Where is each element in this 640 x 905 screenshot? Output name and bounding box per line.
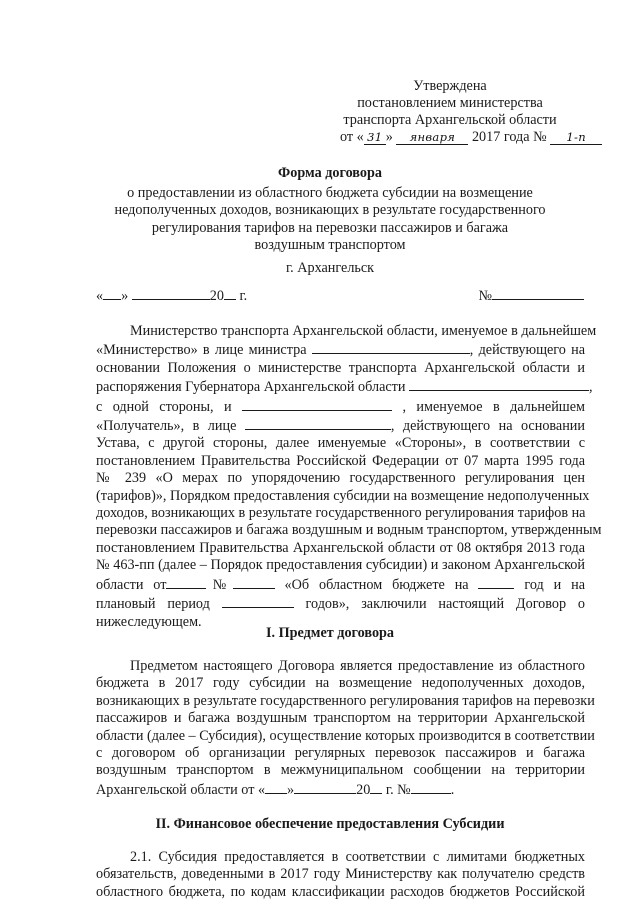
intro-text: , именуемое в дальнейшем — [402, 398, 586, 415]
intro-text: № — [206, 576, 233, 593]
intro-line: основании Положения о министерстве транспорта Архангельской области и — [96, 359, 585, 376]
section-1-text: . — [450, 781, 455, 798]
intro-paragraph — [96, 323, 602, 631]
section-1-text: Архангельской области от « — [96, 781, 266, 798]
intro-text: , — [589, 379, 593, 396]
contract-number — [478, 286, 584, 305]
agreement-month-blank — [294, 780, 356, 794]
month-blank — [132, 286, 210, 300]
intro-text: год и на — [524, 576, 585, 593]
year-blank — [224, 286, 236, 300]
intro-line: № 239 «О мерах по упорядочению государственного регулирования цен — [96, 470, 585, 487]
budget-year-blank — [478, 575, 514, 589]
intro-line — [96, 340, 585, 359]
section-1-heading: I. Предмет договора — [265, 625, 395, 641]
recipient-rep-blank — [245, 416, 391, 430]
contract-date — [96, 286, 247, 305]
section-1-text: 20 — [356, 781, 371, 798]
section-1-line: Предметом настоящего Договора является предоставление из областного — [130, 658, 585, 674]
agreement-year-blank — [370, 780, 382, 794]
law-number-blank — [233, 575, 275, 589]
section-2-line: 2.1. Субсидия предоставляется в соответствии с лимитами бюджетных — [130, 849, 585, 865]
section-1-line: с договором об организации регулярных перевозок пассажиров и багажа — [96, 745, 585, 762]
intro-line: нижеследующем. — [96, 613, 202, 630]
section-1-line: области (далее – Субсидия), осуществление которых производится в соответствии — [96, 727, 595, 744]
intro-line: № 463-пп (далее – Порядок предоставления субсидии) и законом Архангельской — [96, 557, 585, 574]
form-title-block — [60, 165, 600, 254]
governor-order-blank — [409, 377, 589, 391]
intro-text: распоряжения Губернатора Архангельской области — [96, 379, 406, 396]
intro-line: (тарифов)», Порядком предоставления субсидии на возмещение недополученных — [96, 487, 590, 504]
date-open-quote: « — [96, 288, 104, 304]
agreement-day-blank — [265, 780, 287, 794]
approval-line-1: Утверждена — [413, 78, 487, 94]
approval-line-3: транспорта Архангельской области — [343, 112, 557, 128]
planning-period-blank — [222, 594, 294, 608]
intro-line — [96, 397, 585, 416]
approval-stamp — [300, 78, 600, 146]
section-1-line: возникающих в результате государственного регулирования тарифов на перевозки — [96, 692, 595, 709]
section-2-heading: II. Финансовое обеспечение предоставления Субсидии — [155, 816, 505, 832]
intro-text: , действующего на основании — [390, 418, 585, 435]
number-sign: № — [478, 288, 492, 304]
section-1-text: » — [287, 781, 295, 798]
section-1-paragraph — [96, 658, 595, 799]
approval-mid: » — [385, 129, 393, 145]
intro-line: постановлением Правительства Российской Федерации от 07 марта 1995 года — [96, 452, 585, 469]
section-1-line: бюджета в 2017 году субсидии на возмещение недополученных доходов, — [96, 675, 585, 692]
date-year-suffix: г. — [239, 288, 248, 304]
approval-day: 31 — [364, 129, 386, 145]
approval-line-2: постановлением министерства — [357, 95, 543, 111]
section-1-line — [96, 780, 585, 799]
recipient-name-blank — [242, 397, 392, 411]
date-close-quote: » — [121, 288, 129, 304]
city-line: г. Архангельск — [285, 260, 375, 276]
minister-name-blank — [312, 340, 470, 354]
section-2-paragraph — [96, 849, 585, 901]
intro-line — [96, 416, 585, 435]
intro-line: Министерство транспорта Архангельской области, именуемое в дальнейшем — [130, 323, 597, 339]
approval-date-line — [300, 129, 600, 146]
intro-text: области от — [96, 576, 167, 593]
approval-prefix: от « — [340, 129, 364, 145]
section-2-line: областного бюджета, по кодам классификации расходов бюджетов Российской — [96, 883, 585, 900]
intro-text: плановый период — [96, 596, 210, 613]
day-blank — [103, 286, 121, 300]
approval-year-text: 2017 года № — [471, 129, 547, 145]
approval-number: 1-п — [550, 129, 602, 145]
intro-line: постановлением Правительства Архангельской области от 08 октября 2013 года — [96, 539, 585, 556]
intro-text: «Министерство» в лице министра — [96, 342, 307, 359]
form-subtitle-line-1: о предоставлении из областного бюджета субсидии на возмещение — [127, 185, 533, 202]
intro-line — [96, 594, 585, 613]
law-date-blank — [166, 575, 206, 589]
approval-month: января — [396, 129, 468, 145]
section-1-text: г. № — [385, 781, 411, 798]
intro-line: доходов, возникающих в результате государственного регулирования тарифов на — [96, 505, 586, 522]
intro-text: годов», заключили настоящий Договор о — [305, 596, 585, 613]
intro-line: перевозки пассажиров и багажа воздушным и водным транспортом, утвержденным — [96, 522, 602, 539]
form-subtitle-line-3: регулирования тарифов на перевозки пассажиров и багажа — [151, 219, 509, 236]
form-title: Форма договора — [278, 165, 382, 181]
form-subtitle-line-2: недополученных доходов, возникающих в результате государственного — [114, 202, 546, 219]
date-year-prefix: 20 — [209, 288, 224, 304]
intro-text: с одной стороны, и — [96, 398, 232, 415]
intro-line — [96, 575, 585, 594]
form-subtitle-line-4: воздушным транспортом — [254, 236, 406, 253]
agreement-number-blank — [411, 780, 451, 794]
number-blank — [492, 286, 584, 300]
intro-line — [96, 377, 593, 396]
intro-line: Устава, с другой стороны, далее именуемые «Стороны», в соответствии с — [96, 435, 585, 452]
intro-text: «Получатель», в лице — [96, 418, 237, 435]
intro-text: , действующего на — [469, 342, 585, 359]
intro-text: «Об областном бюджете на — [284, 576, 469, 593]
section-1-line: пассажиров и багажа воздушным транспортом на территории Архангельской — [96, 710, 585, 727]
section-1-line: воздушным транспортом в межмуниципальном сообщении на территории — [96, 762, 585, 779]
section-2-line: обязательств, доведенными в 2017 году Министерству как получателю средств — [96, 866, 585, 883]
